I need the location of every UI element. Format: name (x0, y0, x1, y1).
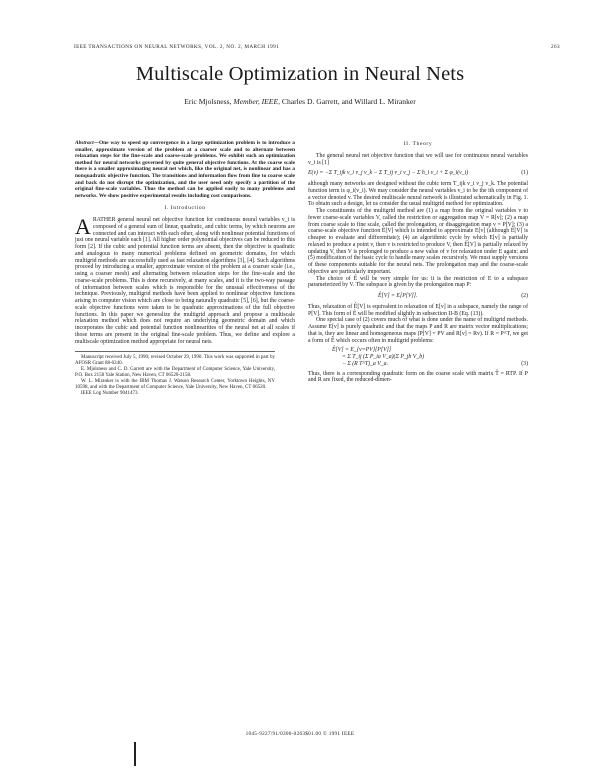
copyright-line: 1045-9227/91/0300-0263$01.00 © 1991 IEEE (245, 731, 355, 737)
intro-paragraph (75, 214, 295, 345)
theory-paragraph-7: Thus, there is a corresponding quadratic form on the coarse scale with matrix T̂ = RTP. If P and R are fixed, the reduced-dimen- (308, 370, 528, 384)
footnote-received: Manuscript received July 5, 1990; revised October 29, 1990. This work was supported in part by AFOSR Grant 88-0240. (75, 355, 275, 367)
page-number: 263 (551, 44, 560, 50)
intro-text: RATHER general neural net objective function for continuous neural variables v_i is composed of a general sum of linear, quadratic, and cubic terms, by which neurons are connected and can interact with each other, along with nonlinear potential functions of just one neural variable each [1]. All higher order polynomial objectives can be reduced to this form [2]. If the cubic and potential function terms are absent, then the objective is quadratic and analogous to many numerical problems defined on geometric domains, for which multigrid methods are successfully used as fast relaxation algorithms [3], [4]. Such algorithms proceed by introducing a smaller, approximate version of the problem at a coarser scale (i.e., using a coarser mesh) and alternating between relaxation steps for the fine-scale and the coarse-scale problems. This is done recursively, at many scales, and it is the two-way passage of information between scales which is responsible for the unusual effectiveness of the technique. Previously, multigrid methods have been applied to nonlinear objective functions arising in computer vision which are close to being naturally quadratic [5], [6], but the coarse-scale objective functions were taken to be quadratic approximations of the full objective functions. In this paper we generalize the multigrid approach and propose a multiscale relaxation method which does not require an underlying geometric domain and which incorporates the cubic and potential function nonlinearities of the neural net at all scales if those terms are present in the original fine-scale problem. Thus, we define and explore a multiscale optimization method appropriate for neural nets. (75, 217, 295, 345)
drop-cap: A (75, 214, 91, 240)
margin-bar (134, 742, 136, 766)
theory-paragraph-5: Thus, relaxation of Ê[V] is equivalent to relaxation of E[v] in a subspace, namely the range of P[V]. This form of Ê will be modified slightly in subsection II-B (Eq. (13)). (308, 303, 528, 317)
abstract-text: —One way to speed up convergence in a large optimization problem is to introduce a smaller, approximate version of the problem at a coarser scale and to alternate between relaxation steps for the fine-scale and coarse-scale problems. We exhibit such an optimization method for neural networks governed by quite general objective functions. At the coarse scale there is a smaller approximating neural net which, like the original net, is nonlinear and has a nonquadratic objective function. The transitions and information flow from fine to coarse scale and back do not disrupt the optimization, and the user need only specify a partition of the original fine-scale variables. Thus the method can be applied easily to many problems and networks. We show positive experimental results including cost comparisons. (75, 140, 295, 199)
left-column (75, 140, 295, 397)
running-head (74, 44, 560, 50)
abstract-label: Abstract (75, 140, 94, 146)
equation-3-line-2: = Σ T_ij (Σ P_ia V_a)(Σ P_jb V_b) (342, 354, 425, 360)
section-heading-theory: II. Theory (403, 141, 433, 147)
equation-3-line-3: − Σ (R T^T)_a V_a. (342, 360, 389, 367)
equation-1 (308, 170, 528, 177)
equation-3-line-3-row (332, 361, 528, 368)
equation-2-number: (2) (521, 293, 528, 299)
author-membership: Member, IEEE, (233, 97, 280, 106)
author-line (0, 97, 600, 106)
footnote-affiliation-2: W. L. Miranker is with the IBM Thomas J. Watson Research Center, Yorktown Heights, NY 10598, and with the Department of Computer Science, Yale University, New Haven, CT 06520. (75, 379, 275, 391)
author-name-1: Eric Mjolsness, (184, 97, 232, 106)
author-names-rest: Charles D. Garrett, and Willard L. Miranker (281, 97, 416, 106)
footnote-log-number: IEEE Log Number 9041473. (81, 391, 139, 397)
footnote-affiliation-1: E. Mjolsness and C. D. Garrett are with the Department of Computer Science, Yale University, P.O. Box 2158 Yale Station, New Haven, CT 06520-2158. (75, 367, 275, 379)
equation-3-number: (3) (521, 360, 528, 367)
abstract (75, 140, 295, 199)
theory-paragraph-6: One special case of (2) covers much of what is done under the name of multigrid methods. Assume E[v] is purely quadratic and that the maps P and R are matrix vector multiplications; that is, they are linear and homogeneous maps (P[V] = PV and R[v] = Rv). If R = P^T, we get a form of Ê which occurs often in multigrid problems: (308, 317, 528, 344)
theory-paragraph-2: although many networks are designed without the cubic term T_ijk v_i v_j v_k. The potential function term is φ_i(v_i). We may consider the neural variables v_i to be the ith component of a vector denoted v. The desired multiscale neural network is illustrated schematically in Fig. 1. To obtain such a design, let us consider the usual multigrid method for optimization. (308, 181, 528, 208)
equation-1-body: E(v) = −Σ T_ijk v_i v_j v_k − Σ T_ij v_i v_j − Σ h_i v_i + Σ φ_i(v_i) (308, 170, 469, 177)
paper-title: Multiscale Optimization in Neural Nets (135, 63, 465, 85)
equation-2 (308, 293, 528, 300)
footnote-block (75, 351, 275, 397)
equation-1-number: (1) (521, 170, 528, 177)
theory-paragraph-4: The choice of Ê will be very simple for us: it is the restriction of E to a subspace parameterized by V. The subspace is given by the prolongation map P: (308, 275, 528, 289)
theory-paragraph-1: The general neural net objective function that we will use for continuous neural variables v_i is [1] (308, 152, 528, 166)
theory-paragraph-3: The constituents of the multigrid method are (1) a map from the original variables v to fewer coarse-scale variables V, called the restriction or aggregation map V = R[v]; (2) a map from coarse scale to fine scale, called the prolongation, or disaggregation map v = P[V]; (3) a coarse-scale objective function Ê[V] which is intended to approximate E[v] (although Ê[V] is cheaper to evaluate and differentiate); (4) an algorithmic cycle by which E[v] is partially relaxed to produce a point v, then v is restricted to produce V, then Ê[V] is partially relaxed by updating V, then V is prolonged to produce a new value of v for relaxation under E again; and (5) modification of the basic cycle to handle many scales recursively. We must supply versions of these components suitable for the neural nets. The prolongation map and the coarse-scale objective are particularly important. (308, 208, 528, 275)
equation-2-body: Ê[V] = E[P[V]]. (378, 293, 418, 299)
right-column (308, 140, 528, 384)
equation-3-line-1: Ê[V] = E_{v=PV}[P[V]] (332, 347, 392, 354)
section-heading-introduction: I. Introduction (164, 205, 206, 212)
equation-3 (332, 347, 528, 367)
running-head-text: IEEE TRANSACTIONS ON NEURAL NETWORKS, VOL. 2, NO. 2, MARCH 1991 (74, 44, 280, 50)
